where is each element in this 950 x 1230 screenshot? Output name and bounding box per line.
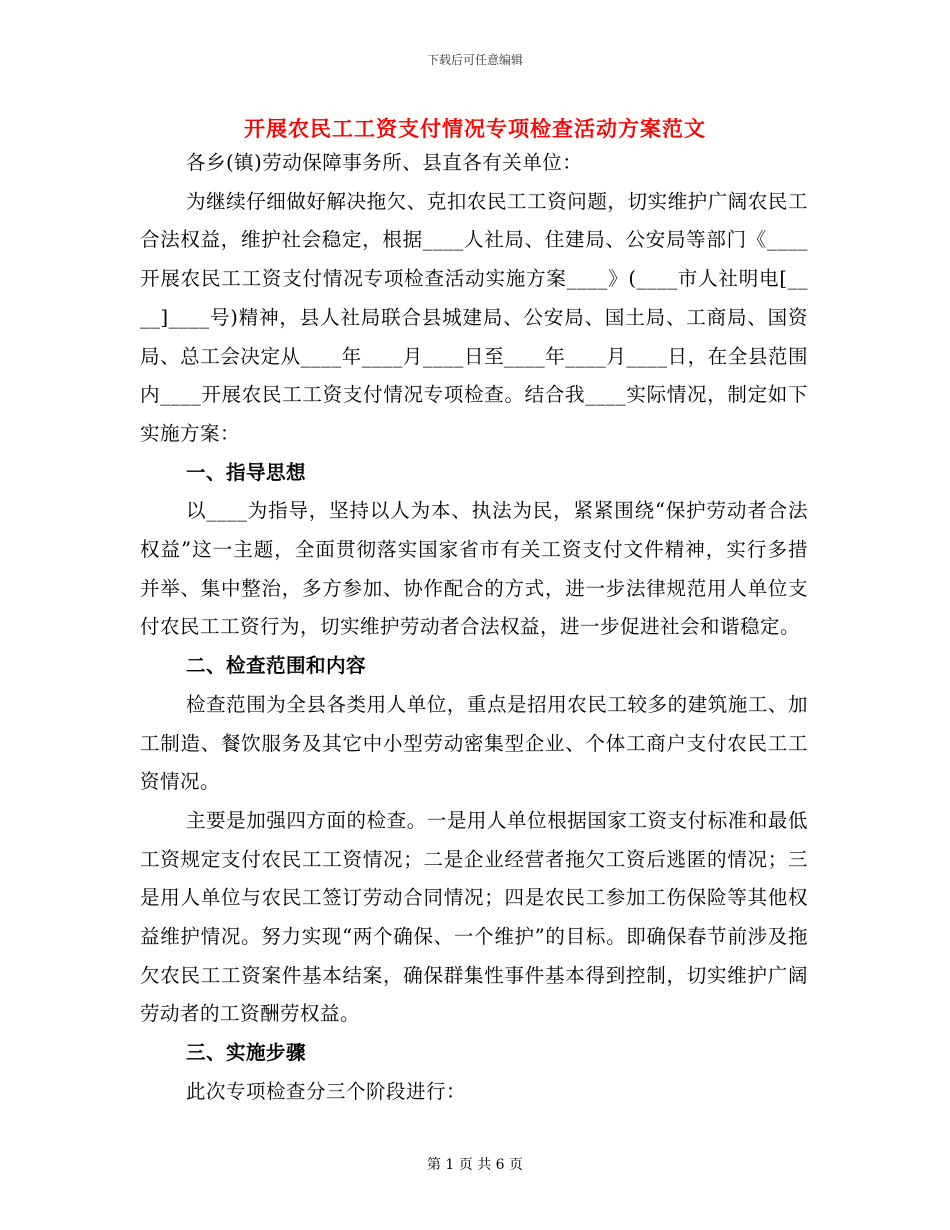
intro-paragraph: 为继续仔细做好解决拖欠、克扣农民工工资问题，切实维护广阔农民工合法权益，维护社会稳定，根据____人社局、住建局、公安局等部门《____开展农民工工资支付情况专项检查活动实施方案____》(____市人社明电[____]____号)精神，县人社局联合县城建局、公安局、国土局、工商局、国资局、总工会决定从____年____月____日至____年____月____日，在全县范围内____开展农民工工资支付情况专项检查。结合我____实际情况，制定如下实施方案：	[140, 189, 808, 445]
page-number-footer: 第 1 页 共 6 页	[426, 1157, 524, 1173]
implementation-paragraph: 此次专项检查分三个阶段进行：	[186, 1079, 467, 1103]
guiding-ideology-paragraph: 以____为指导，坚持以人为本、执法为民，紧紧围绕“保护劳动者合法权益”这一主题，全面贯彻落实国家省市有关工资支付文件精神，实行多措并举、集中整治，多方参加、协作配合的方式，进一步法律规范用人单位支付农民工工资行为，切实维护劳动者合法权益，进一步促进社会和谐稳定。	[140, 499, 808, 639]
document-title: 开展农民工工资支付情况专项检查活动方案范文	[244, 116, 706, 141]
document-body	[140, 144, 808, 1112]
section-heading-guiding-ideology: 一、指导思想	[186, 460, 307, 484]
page-header-note: 下载后可任意编辑	[426, 53, 523, 67]
section-heading-scope-content: 二、检查范围和内容	[186, 654, 367, 678]
section-heading-implementation-steps: 三、实施步骤	[186, 1041, 307, 1065]
salutation-paragraph: 各乡(镇)劳动保障事务所、县直各有关单位：	[186, 151, 583, 174]
content-paragraph: 主要是加强四方面的检查。一是用人单位根据国家工资支付标准和最低工资规定支付农民工工资情况；二是企业经营者拖欠工资后逃匿的情况；三是用人单位与农民工签订劳动合同情况；四是农民工参加工伤保险等其他权益维护情况。努力实现“两个确保、一个维护”的目标。即确保春节前涉及拖欠农民工工资案件基本结案，确保群集性事件基本得到控制，切实维护广阔劳动者的工资酬劳权益。	[140, 808, 808, 1026]
scope-paragraph: 检查范围为全县各类用人单位，重点是招用农民工较多的建筑施工、加工制造、餐饮服务及其它中小型劳动密集型企业、个体工商户支付农民工工资情况。	[140, 692, 808, 794]
